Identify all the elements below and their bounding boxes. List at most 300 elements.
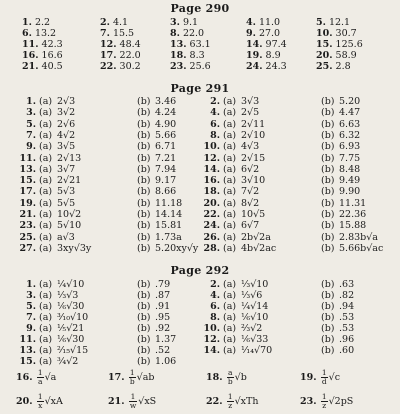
part-a-label: (a) [223,290,237,301]
part-a-answer: 2√11 [241,118,266,130]
problem-number: 23. [19,220,36,232]
answer-value: 27.0 [255,28,281,39]
answer-item [300,392,353,412]
problem-number: 15. [19,175,36,187]
fraction [227,369,234,386]
part-b-answer: 6.71 [155,141,177,153]
answer-item [16,368,56,388]
answer-value: 22.0 [179,28,205,39]
part-a-label: (a) [39,242,53,254]
part-b-answer: 1.73a [155,231,182,243]
part-a-answer: ¾√2 [57,356,79,367]
part-b-answer: .94 [339,301,355,312]
problem-number: 4. [210,107,220,119]
problem-number: 14. [203,163,220,175]
part-b-answer: .53 [339,323,355,334]
part-b-answer: 6.63 [339,118,361,130]
part-a-answer: ⅔√2 [241,323,263,334]
problem-number: 23. [170,61,187,72]
radical-expression: √xA [44,396,63,407]
problem-number: 19. [19,197,36,209]
answer-item [170,61,211,73]
problem-number: 21. [22,61,39,72]
section-heading: Page 290 [170,2,230,15]
answer-value: 48.4 [116,39,141,50]
part-b-answer: 15.81 [155,220,183,232]
part-b-answer: 5.66b√ac [339,242,384,254]
part-a-answer: 5√10 [57,220,82,232]
problem-number: 14. [203,345,220,356]
answer-row [0,392,400,414]
part-b-label: (b) [321,312,335,323]
part-a-answer: ³⁄₁₀√10 [57,312,89,323]
part-b-label: (b) [321,107,335,119]
radical-expression: √xS [138,396,157,407]
problem-number: 8. [210,129,220,141]
part-b-answer: 9.17 [155,175,177,187]
problem-number: 10. [203,141,220,153]
part-b-answer: 7.75 [339,152,361,164]
problem-number: 20. [203,197,220,209]
part-a-answer: 2√3 [57,96,76,107]
problem-number: 1. [22,17,32,28]
part-b-label: (b) [137,175,151,187]
part-b-answer: .95 [155,312,171,323]
problem-number: 1. [26,96,36,107]
problem-number: 6. [22,28,32,39]
part-a-label: (a) [39,96,53,107]
part-a-label: (a) [39,186,53,198]
problem-number: 12. [203,334,220,345]
problem-number: 17. [100,50,117,61]
answer-item [246,61,287,73]
problem-number: 8. [170,28,180,39]
part-b-label: (b) [321,345,335,356]
problem-number: 12. [203,152,220,164]
part-b-label: (b) [137,209,151,220]
part-b-label: (b) [137,301,151,312]
radical-expression: √ab [136,372,155,383]
radical-expression: √b [234,372,247,383]
part-b-answer: 11.31 [339,197,367,209]
part-a-label: (a) [39,141,53,153]
problem-number: 18. [206,372,226,383]
part-b-answer: 7.94 [155,163,177,175]
part-b-answer: .60 [339,345,355,356]
answer-item [316,61,351,73]
fraction-denominator: z [228,401,233,410]
problem-number: 20. [16,396,36,407]
answer-item [22,61,63,73]
part-a-answer: 2√5 [241,107,260,119]
part-b-label: (b) [321,242,335,254]
part-b-label: (b) [137,129,151,141]
part-b-answer: .82 [339,290,355,301]
part-b-label: (b) [137,312,151,323]
fraction [227,393,234,410]
part-a-label: (a) [223,163,237,175]
part-a-answer: ⅙√30 [57,334,85,345]
part-a-label: (a) [223,152,237,164]
part-a-label: (a) [39,163,53,175]
part-a-label: (a) [223,197,237,209]
answer-value: 4.1 [109,17,129,28]
problem-number: 22. [203,209,220,220]
part-a-answer: 4b√2ac [241,242,277,254]
problem-number: 6. [210,118,220,130]
problem-number: 28. [203,242,220,254]
part-b-label: (b) [321,186,335,198]
part-b-label: (b) [137,197,151,209]
part-b-label: (b) [137,242,151,254]
part-a-answer: 3√3 [241,96,260,107]
part-b-answer: 22.36 [339,209,367,220]
answer-value: 63.1 [186,39,211,50]
problem-number: 5. [26,118,36,130]
answer-row [0,368,400,390]
part-a-label: (a) [39,209,53,220]
answer-value: 24.3 [262,61,287,72]
part-a-answer: 3√10 [241,175,266,187]
problem-number: 11. [19,334,36,345]
answer-item [300,368,340,388]
part-b-answer: .91 [155,301,171,312]
part-a-label: (a) [39,312,53,323]
fraction-numerator: 1 [130,392,136,401]
answer-value: 8.3 [186,50,205,61]
problem-number: 23. [300,396,320,407]
problem-number: 18. [170,50,187,61]
fraction-denominator: d [321,377,327,386]
problem-number: 26. [203,231,220,243]
problem-number: 9. [246,28,256,39]
part-a-answer: ⅙√30 [57,301,85,312]
part-b-label: (b) [137,345,151,356]
part-b-answer: .53 [339,312,355,323]
problem-number: 7. [26,312,36,323]
part-b-label: (b) [137,96,151,107]
problem-number: 22. [206,396,226,407]
radical-expression: √a [44,372,57,383]
part-a-label: (a) [223,323,237,334]
part-a-answer: 6√7 [241,220,260,232]
part-a-label: (a) [39,152,53,164]
fraction-numerator: 1 [321,392,327,401]
part-a-answer: 3√2 [57,107,76,119]
part-b-label: (b) [321,334,335,345]
part-a-answer: 3√7 [57,163,76,175]
part-a-answer: 3xy√3y [57,242,92,254]
part-a-answer: ⅓√6 [241,290,263,301]
part-b-label: (b) [321,96,335,107]
part-b-label: (b) [137,356,151,367]
part-a-label: (a) [223,118,237,130]
part-a-label: (a) [223,312,237,323]
part-a-label: (a) [223,209,237,220]
problem-number: 5. [26,301,36,312]
problem-number: 14. [246,39,263,50]
part-b-label: (b) [321,129,335,141]
part-b-answer: .52 [155,345,171,356]
part-b-answer: 1.37 [155,334,177,345]
part-a-answer: 2√6 [57,118,76,130]
fraction-denominator: a [37,377,43,386]
part-b-answer: 2.83b√a [339,231,378,243]
part-b-answer: 4.47 [339,107,361,119]
fraction-denominator: b [129,377,135,386]
part-b-answer: .96 [339,334,355,345]
answer-item [108,368,154,388]
problem-number: 22. [100,61,117,72]
problem-number: 9. [26,141,36,153]
fraction-numerator: 1 [129,368,135,377]
problem-number: 11. [22,39,39,50]
part-b-label: (b) [321,152,335,164]
part-a-label: (a) [223,345,237,356]
part-a-label: (a) [39,356,53,367]
part-b-answer: 15.88 [339,220,367,232]
part-a-answer: 7√2 [241,186,260,198]
problem-number: 17. [19,186,36,198]
part-b-label: (b) [137,163,151,175]
problem-number: 24. [203,220,220,232]
part-a-answer: 2√15 [241,152,266,164]
answer-value: 25.6 [186,61,211,72]
part-b-answer: 9.90 [339,186,361,198]
part-b-answer: .79 [155,279,171,290]
answer-value: 9.1 [179,17,199,28]
part-b-answer: 8.48 [339,163,361,175]
fraction-numerator: a [228,368,233,377]
problem-number: 13. [19,345,36,356]
fraction [321,393,328,410]
answer-item [206,392,259,412]
problem-number: 9. [26,323,36,334]
part-a-label: (a) [39,334,53,345]
answer-row [0,61,400,74]
problem-number: 21. [19,209,36,220]
answer-value: 30.7 [332,28,357,39]
part-b-label: (b) [321,220,335,232]
part-a-answer: 4√3 [241,141,260,153]
part-a-label: (a) [39,175,53,187]
part-b-label: (b) [321,301,335,312]
problem-number: 10. [203,323,220,334]
part-a-answer: 6√2 [241,163,260,175]
answer-value: 2.2 [31,17,51,28]
part-a-answer: 10√2 [57,209,82,220]
problem-number: 1. [26,279,36,290]
part-b-label: (b) [321,323,335,334]
part-a-label: (a) [39,107,53,119]
fraction-denominator: w [129,401,137,410]
part-a-answer: ¼√14 [241,301,269,312]
part-b-label: (b) [321,141,335,153]
problem-number: 2. [210,96,220,107]
problem-number: 19. [246,50,263,61]
part-a-answer: 2√10 [241,129,266,141]
part-a-label: (a) [223,96,237,107]
answer-item [16,392,63,412]
part-b-label: (b) [321,197,335,209]
answer-value: 15.5 [109,28,135,39]
part-b-label: (b) [321,163,335,175]
part-b-label: (b) [137,141,151,153]
part-b-label: (b) [321,290,335,301]
fraction-denominator: z [322,401,327,410]
problem-number: 25. [316,61,333,72]
fraction [129,369,136,386]
part-b-label: (b) [137,323,151,334]
part-b-label: (b) [321,118,335,130]
part-b-answer: 7.21 [155,152,177,164]
fraction-denominator: x [38,401,43,410]
problem-number: 7. [26,129,36,141]
part-a-answer: 5√5 [57,197,76,209]
part-a-label: (a) [39,345,53,356]
part-b-answer: 4.90 [155,118,177,130]
answer-value: 125.6 [332,39,363,50]
answer-value: 40.5 [38,61,63,72]
part-b-label: (b) [137,231,151,243]
problem-number: 16. [16,372,36,383]
answer-value: 13.2 [31,28,57,39]
section-heading: Page 291 [170,82,230,95]
answer-value: 8.9 [262,50,281,61]
problem-number: 13. [170,39,187,50]
radical-expression: √2pS [328,396,354,407]
fraction-numerator: 1 [37,368,43,377]
part-b-answer: 5.20 [339,96,361,107]
part-a-answer: 10√5 [241,209,266,220]
part-a-answer: 5√3 [57,186,76,198]
part-a-answer: ⅙√10 [241,312,269,323]
part-b-answer: 8.66 [155,186,177,198]
part-b-label: (b) [137,107,151,119]
part-a-answer: ¼√10 [57,279,85,290]
fraction [321,369,328,386]
problem-number: 16. [203,175,220,187]
fraction [37,369,44,386]
radical-expression: √xTh [234,396,259,407]
problem-number: 18. [203,186,220,198]
part-a-label: (a) [223,301,237,312]
part-a-label: (a) [39,290,53,301]
problem-number: 19. [300,372,320,383]
part-b-label: (b) [321,175,335,187]
part-a-answer: ⅓√3 [57,290,79,301]
part-b-answer: 5.66 [155,129,177,141]
part-a-answer: 8√2 [241,197,260,209]
part-a-answer: 2√21 [57,175,82,187]
part-a-label: (a) [39,118,53,130]
part-a-label: (a) [223,242,237,254]
part-b-answer: .63 [339,279,355,290]
answer-row [0,243,400,256]
answer-value: 30.2 [116,61,141,72]
part-b-label: (b) [137,334,151,345]
section-heading: Page 292 [170,264,230,277]
problem-number: 4. [246,17,256,28]
part-b-answer: 3.46 [155,96,177,107]
part-b-label: (b) [321,231,335,243]
part-a-label: (a) [223,107,237,119]
part-a-label: (a) [223,220,237,232]
answer-value: 58.9 [332,50,357,61]
part-a-label: (a) [223,279,237,290]
part-b-answer: .92 [155,323,171,334]
part-b-answer: 6.32 [339,129,361,141]
part-a-label: (a) [39,197,53,209]
part-a-answer: ¹⁄₁₄√70 [241,345,273,356]
problem-number: 12. [100,39,117,50]
part-a-answer: 2b√2a [241,231,271,243]
part-b-answer: 9.49 [339,175,361,187]
part-a-label: (a) [39,301,53,312]
problem-number: 5. [316,17,326,28]
answer-value: 42.3 [38,39,63,50]
problem-number: 6. [210,301,220,312]
part-b-answer: 4.24 [155,107,177,119]
problem-number: 3. [170,17,180,28]
part-b-answer: .87 [155,290,171,301]
problem-number: 3. [26,107,36,119]
radical-expression: √c [328,372,341,383]
problem-number: 4. [210,290,220,301]
part-a-answer: 4√2 [57,129,76,141]
fraction-numerator: 1 [321,368,327,377]
problem-number: 8. [210,312,220,323]
problem-number: 25. [19,231,36,243]
problem-number: 27. [19,242,36,254]
part-a-label: (a) [39,323,53,334]
problem-number: 21. [108,396,128,407]
fraction-numerator: 1 [37,392,43,401]
problem-number: 15. [19,356,36,367]
part-a-label: (a) [39,129,53,141]
part-a-label: (a) [39,220,53,232]
part-a-answer: ⅙√33 [241,334,269,345]
part-b-label: (b) [137,220,151,232]
answer-value: 16.6 [38,50,63,61]
problem-number: 7. [100,28,110,39]
part-b-label: (b) [137,118,151,130]
answer-item [100,61,141,73]
part-b-answer: 5.20xy√y [155,242,199,254]
part-a-label: (a) [223,231,237,243]
fraction-denominator: b [227,377,233,386]
part-a-answer: 2√13 [57,152,82,164]
fraction [129,393,137,410]
part-b-label: (b) [137,279,151,290]
answer-value: 97.4 [262,39,287,50]
problem-number: 3. [26,290,36,301]
problem-number: 17. [108,372,128,383]
problem-number: 24. [246,61,263,72]
problem-number: 15. [316,39,333,50]
answer-value: 2.8 [332,61,351,72]
part-b-answer: 14.14 [155,209,183,220]
problem-number: 13. [19,163,36,175]
problem-number: 11. [19,152,36,164]
part-a-label: (a) [39,231,53,243]
problem-number: 16. [22,50,39,61]
answer-item [206,368,247,388]
part-a-label: (a) [39,279,53,290]
part-a-label: (a) [223,141,237,153]
part-a-label: (a) [223,334,237,345]
part-a-label: (a) [223,186,237,198]
